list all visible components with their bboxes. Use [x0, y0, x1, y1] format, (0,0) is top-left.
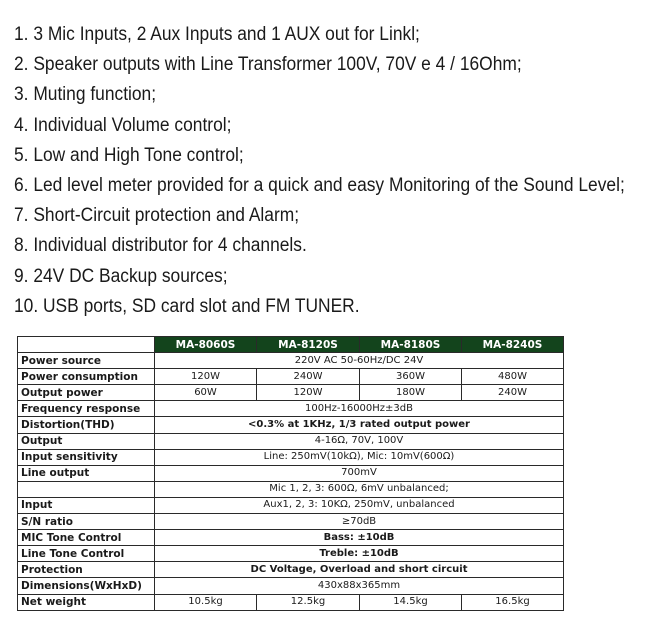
- spec-value: 120W: [257, 385, 360, 401]
- spec-value: 240W: [462, 385, 564, 401]
- spec-value: 100Hz-16000Hz±3dB: [155, 401, 564, 417]
- spec-table: [17, 336, 564, 611]
- spec-value: 10.5kg: [155, 594, 257, 610]
- param-label: Input sensitivity: [18, 449, 155, 465]
- feature-item: 10. USB ports, SD card slot and FM TUNER.: [14, 295, 360, 317]
- param-label: Frequency response: [18, 401, 155, 417]
- spec-value: 240W: [257, 369, 360, 385]
- spec-value: 14.5kg: [360, 594, 462, 610]
- table-row: [18, 578, 564, 594]
- feature-item: 9. 24V DC Backup sources;: [14, 265, 228, 287]
- param-label: Output: [18, 433, 155, 449]
- param-label: Dimensions(WxHxD): [18, 578, 155, 594]
- table-row: [18, 353, 564, 369]
- spec-value: 700mV: [155, 465, 564, 481]
- param-label: MIC Tone Control: [18, 530, 155, 546]
- spec-value: Mic 1, 2, 3: 600Ω, 6mV unbalanced;: [155, 481, 564, 497]
- model-header: MA-8240S: [462, 337, 564, 353]
- feature-item: 7. Short-Circuit protection and Alarm;: [14, 205, 300, 227]
- spec-value: 360W: [360, 369, 462, 385]
- feature-item: 5. Low and High Tone control;: [14, 144, 244, 166]
- feature-item: 2. Speaker outputs with Line Transformer 100V, 70V e 4 / 16Ohm;: [14, 54, 522, 76]
- table-row: [18, 481, 564, 497]
- spec-value: Aux1, 2, 3: 10KΩ, 250mV, unbalanced: [155, 497, 564, 513]
- table-row: [18, 546, 564, 562]
- param-label: Protection: [18, 562, 155, 578]
- spec-value: Line: 250mV(10kΩ), Mic: 10mV(600Ω): [155, 449, 564, 465]
- param-label: Line output: [18, 465, 155, 481]
- feature-item: 6. Led level meter provided for a quick and easy Monitoring of the Sound Level;: [14, 174, 625, 196]
- model-header: MA-8120S: [257, 337, 360, 353]
- spec-value: 60W: [155, 385, 257, 401]
- param-label: Distortion(THD): [18, 417, 155, 433]
- table-row: [18, 449, 564, 465]
- table-header-row: [18, 337, 564, 353]
- spec-value: 180W: [360, 385, 462, 401]
- spec-value: 16.5kg: [462, 594, 564, 610]
- table-row: [18, 385, 564, 401]
- table-row: [18, 497, 564, 513]
- param-label: Line Tone Control: [18, 546, 155, 562]
- table-row: [18, 401, 564, 417]
- feature-item: 4. Individual Volume control;: [14, 114, 232, 136]
- spec-value: 4-16Ω, 70V, 100V: [155, 433, 564, 449]
- spec-value: Bass: ±10dB: [155, 530, 564, 546]
- param-label: Power consumption: [18, 369, 155, 385]
- spec-value: 12.5kg: [257, 594, 360, 610]
- param-label: Power source: [18, 353, 155, 369]
- table-row: [18, 465, 564, 481]
- table-row: [18, 417, 564, 433]
- spec-value: ≥70dB: [155, 514, 564, 530]
- feature-list: [14, 20, 669, 322]
- feature-item: 3. Muting function;: [14, 84, 157, 106]
- table-row: [18, 562, 564, 578]
- spec-value: 220V AC 50-60Hz/DC 24V: [155, 353, 564, 369]
- model-header: MA-8060S: [155, 337, 257, 353]
- table-row: [18, 369, 564, 385]
- spec-value: <0.3% at 1KHz, 1/3 rated output power: [155, 417, 564, 433]
- param-label-empty: [18, 481, 155, 497]
- feature-item: 8. Individual distributor for 4 channels.: [14, 235, 307, 257]
- param-label: Net weight: [18, 594, 155, 610]
- param-label: Output power: [18, 385, 155, 401]
- header-blank-cell: [18, 337, 155, 353]
- spec-value: 430x88x365mm: [155, 578, 564, 594]
- spec-value: 120W: [155, 369, 257, 385]
- spec-value: Treble: ±10dB: [155, 546, 564, 562]
- model-header: MA-8180S: [360, 337, 462, 353]
- spec-value: DC Voltage, Overload and short circuit: [155, 562, 564, 578]
- table-row: [18, 594, 564, 610]
- table-row: [18, 433, 564, 449]
- table-row: [18, 530, 564, 546]
- spec-value: 480W: [462, 369, 564, 385]
- param-label: S/N ratio: [18, 514, 155, 530]
- param-label: Input: [18, 497, 155, 513]
- table-row: [18, 514, 564, 530]
- feature-item: 1. 3 Mic Inputs, 2 Aux Inputs and 1 AUX out for Linkl;: [14, 24, 420, 45]
